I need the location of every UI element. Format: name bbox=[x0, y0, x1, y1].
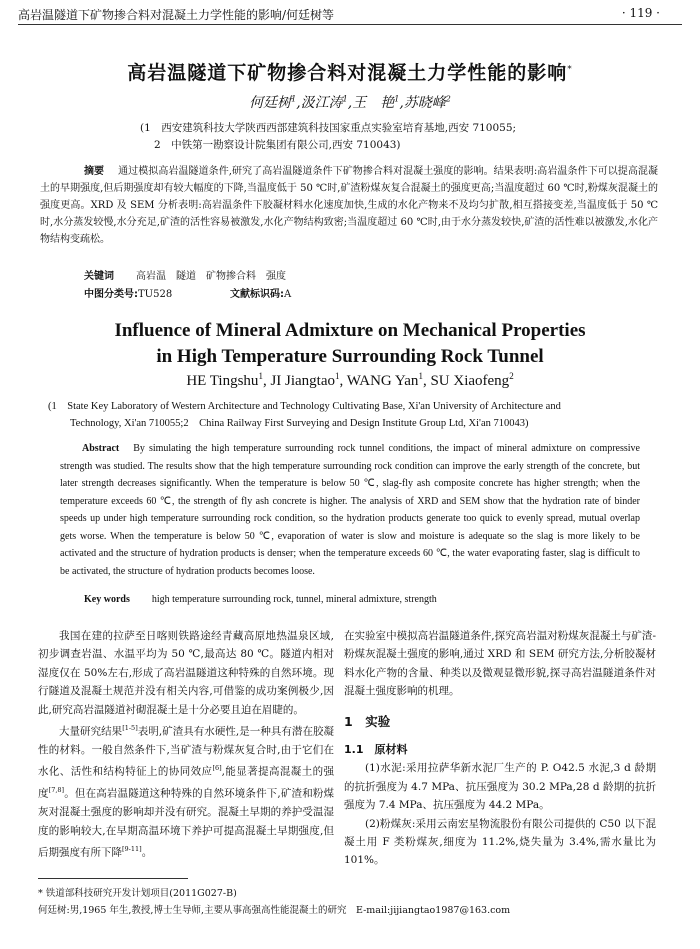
cn-affiliation-2: 2 中铁第一勘察设计院集团有限公司,西安 710043) bbox=[154, 139, 401, 151]
cn-author-sup: 1 bbox=[342, 94, 348, 104]
cn-affiliation-1: (1 西安建筑科技大学陕西西部建筑科技国家重点实验室培育基地,西安 710055; bbox=[140, 122, 517, 134]
cn-affiliations bbox=[140, 120, 600, 154]
en-keywords bbox=[84, 594, 437, 605]
cn-authors: 何廷树$^1$,汲江涛$^1$,王 艳$^1$,苏晓峰$^2$ bbox=[249, 94, 451, 111]
en-author: SU Xiaofeng bbox=[430, 373, 510, 389]
en-keywords-text: high temperature surrounding rock, tunnel, mineral admixture, strength bbox=[151, 594, 437, 605]
en-author: JI Jiangtao bbox=[270, 373, 336, 389]
body-paragraph: 在实验室中模拟高岩温隧道条件,探究高岩温对粉煤灰混凝土与矿渣-粉煤灰混凝土强度的影响,通过 XRD 和 SEM 研究方法,分析胶凝材料水化产物的含量、种类以及微观显微形貌,探寻高岩温隧道条件对混凝土强度影响的机理。 bbox=[344, 630, 656, 698]
en-author-sup: 1 bbox=[418, 371, 423, 381]
en-title-line-1: Influence of Mineral Admixture on Mechanical Properties bbox=[114, 320, 586, 341]
cn-class-label: 中图分类号: bbox=[84, 289, 138, 300]
running-header: 高岩温隧道下矿物掺合料对混凝土力学性能的影响/何廷树等 bbox=[18, 8, 335, 22]
en-keywords-label: Key words bbox=[84, 594, 130, 605]
body-text: 。但在高岩温隧道这种特殊的自然环境条件下,矿渣和粉煤灰对混凝土强度的影响却并没有研究。混凝土早期的养护受温湿度的影响较大,在早期高温环境下养护可提高混凝土早期强度,但后期强度有所下降 bbox=[38, 787, 335, 859]
header-rule bbox=[18, 24, 682, 25]
citation: [6] bbox=[212, 764, 222, 773]
cn-author-sup: 1 bbox=[291, 94, 297, 104]
body-text: 。 bbox=[141, 846, 153, 859]
cn-author-sup: 1 bbox=[394, 94, 400, 104]
en-author-sup: 1 bbox=[335, 371, 340, 381]
page-number: · 119 · bbox=[621, 6, 660, 20]
footnote-fund: * 铁道部科技研究开发计划项目(2011G027-B) bbox=[38, 888, 237, 899]
en-affiliation-1: (1 State Key Laboratory of Western Architecture and Technology Cultivating Base, Xi'an University of Architecture and bbox=[48, 401, 561, 412]
body-paragraph: (2)粉煤灰:采用云南宏星物流股份有限公司提供的 C50 以下混凝土用 F 类粉煤灰,细度为 11.2%,烧失量为 3.4%,需水量比为 101%。 bbox=[344, 817, 656, 867]
cn-abstract-label: 摘要 bbox=[84, 166, 105, 177]
cn-author: 汲江涛 bbox=[300, 95, 343, 111]
body-paragraph: 我国在建的拉萨至日喀则铁路途经青藏高原地热温泉区域,初步调查岩温、水温平均为 50 ℃,最高达 80 ℃。隧道内相对湿度仅在 50%左右,形成了高岩温隧道这种特殊的自然环境。现行隧道及混凝土规范并没有相关内容,可借鉴的成功案例极少,因此,研究高岩温隧道衬砌混凝土是十分必要且迫在眉睫的。 bbox=[38, 630, 334, 716]
en-abstract-text: By simulating the high temperature surrounding rock tunnel conditions, the impact of mineral admixture on compressive strength was studied. The results show that the high temperature surrounding rock condition can improve the early strength of the concrete, but later strength decreases significantly. When the temperature is below 50 ℃, slag-fly ash composite concrete has higher strength; when the temperature exceeds 60 ℃, the strength of fly ash concrete is higher. The analysis of XRD and SEM show that the hydration rate of binder speeds up under high temperature surrounding rock condition, so the hydration products generate too quick to evenly spread, mutual overlap gets worse. When the temperature is below 50 ℃, evaporation of water is slow and moisture is adequate so the slag is more likely to be activated and the structure of hydration products is denser; when the temperature exceeds 60 ℃, the water evaporating faster, slag is difficult to be activated, the structure of hydration products becomes loose. bbox=[60, 443, 640, 577]
en-title bbox=[0, 318, 700, 370]
en-affiliation-2: Technology, Xi'an 710055;2 China Railway First Surveying and Design Institute Group Ltd, Xi'an 710043) bbox=[70, 418, 529, 429]
cn-author: 王 艳 bbox=[352, 95, 395, 111]
citation: [9-11] bbox=[122, 844, 142, 853]
cn-classification bbox=[84, 285, 172, 300]
subsection-heading: 1.1 原材料 bbox=[344, 743, 408, 757]
body-text: ,能显著提高混凝土的强度 bbox=[38, 765, 335, 800]
citation: [1-5] bbox=[122, 724, 138, 733]
cn-title-mark: * bbox=[567, 64, 573, 75]
body-text: 表明,矿渣具有水硬性,是一种具有潜在胶凝性的材料。一般自然条件下,当矿渣与粉煤灰复合时,由于它们在水化、活性和结构特征上的协同效应 bbox=[38, 725, 334, 778]
cn-abstract bbox=[40, 163, 658, 248]
body-left-column bbox=[38, 627, 334, 862]
section-heading: 1 实验 bbox=[344, 713, 391, 729]
en-affiliations bbox=[48, 398, 648, 432]
en-author: WANG Yan bbox=[346, 373, 419, 389]
en-abstract-label: Abstract bbox=[82, 443, 120, 454]
en-authors: HE Tingshu$^1$, JI Jiangtao$^1$, WANG Yan$^1$, SU Xiaofeng$^2$ bbox=[186, 371, 514, 389]
cn-keywords bbox=[84, 267, 286, 282]
footnote-author: 何廷树:男,1965 年生,教授,博士生导师,主要从事高强高性能混凝土的研究 E-mail:jijiangtao1987@163.com bbox=[38, 905, 511, 916]
en-abstract bbox=[60, 440, 640, 580]
body-paragraph: (1)水泥:采用拉萨华新水泥厂生产的 P. O42.5 水泥,3 d 龄期的抗折强度为 4.7 MPa、抗压强度为 30.2 MPa,28 d 龄期的抗折强度为 7.4 MPa、抗压强度为 44.2 MPa。 bbox=[344, 762, 656, 812]
body-paragraph bbox=[38, 719, 334, 862]
cn-author: 何廷树 bbox=[249, 95, 292, 111]
cn-doc-value: A bbox=[284, 289, 292, 300]
en-title-line-2: in High Temperature Surrounding Rock Tunnel bbox=[156, 346, 544, 367]
body-text: 大量研究结果 bbox=[59, 725, 123, 738]
cn-keywords-label: 关键词 bbox=[84, 271, 114, 282]
footnote-rule bbox=[38, 878, 188, 879]
cn-doc-code bbox=[230, 285, 291, 300]
cn-keywords-text: 高岩温 隧道 矿物掺合料 强度 bbox=[136, 271, 286, 282]
body-right-column bbox=[344, 627, 656, 870]
cn-author-sup: 2 bbox=[445, 94, 451, 104]
en-author: HE Tingshu bbox=[186, 373, 259, 389]
en-author-sup: 2 bbox=[509, 371, 514, 381]
cn-class-value: TU528 bbox=[138, 289, 173, 300]
cn-doc-label: 文献标识码: bbox=[230, 289, 284, 300]
cn-title-text: 高岩温隧道下矿物掺合料对混凝土力学性能的影响 bbox=[127, 62, 568, 84]
cn-abstract-text: 通过模拟高岩温隧道条件,研究了高岩温隧道条件下矿物掺合料对混凝土强度的影响。结果表明:高岩温条件下可以提高混凝土的早期强度,但后期强度却有较大幅度的下降,当温度低于 50 ℃时,矿渣粉煤灰复合混凝土的强度更高;当温度超过 60 ℃时,粉煤灰混凝土的强度更高。XRD 及 SEM 分析表明:高岩温条件下胶凝材料水化速度加快,生成的水化产物来不及均匀扩散,相互搭接变差,当温度低于 50 ℃时,水分蒸发较慢,水分充足,矿渣的活性容易被激发,水化产物结构致密;当温度超过 60 ℃时,由于水分蒸发较快,矿渣的活性难以被激发,水化产物结构变疏松。 bbox=[40, 166, 658, 245]
citation: [7,8] bbox=[48, 786, 65, 795]
cn-author: 苏晓峰 bbox=[403, 95, 446, 111]
en-author-sup: 1 bbox=[258, 371, 263, 381]
cn-title bbox=[0, 58, 700, 85]
